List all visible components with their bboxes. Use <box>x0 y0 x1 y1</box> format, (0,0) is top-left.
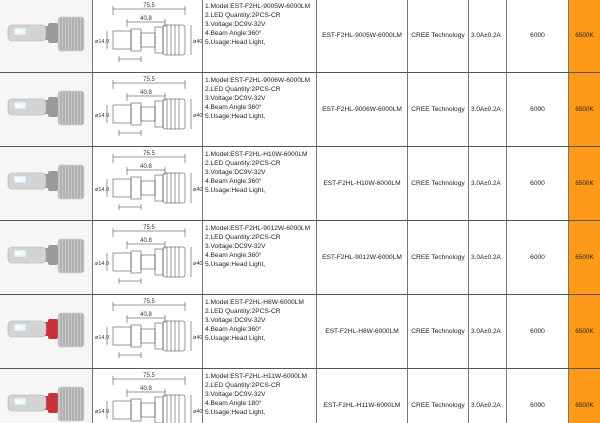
dimension-diameter-large-label: ø40 <box>193 187 203 193</box>
current-text: 3.0A±0.2A <box>471 402 501 409</box>
dimension-inner-length-label: 40.8 <box>140 312 152 318</box>
spec-voltage-line: 3.Voltage:DC9V-32V <box>205 169 266 177</box>
description-cell <box>203 147 317 220</box>
product-photo-cell <box>0 147 93 220</box>
lumen-text: 6000 <box>530 180 545 187</box>
current-text: 3.0A±0.2A <box>471 328 501 335</box>
dimension-diameter-large-label: ø40 <box>193 261 203 267</box>
technology-cell <box>408 73 469 146</box>
color-temperature-cell <box>569 221 600 294</box>
spec-led-quantity-line: 2.LED Quantity:2PCS-CR <box>205 160 281 168</box>
technology-cell <box>408 147 469 220</box>
dimension-drawing-cell <box>93 295 203 368</box>
dimension-length-label: 75.5 <box>143 3 155 9</box>
model-cell <box>317 295 408 368</box>
color-temperature-text: 6500K <box>575 32 594 39</box>
spec-model-line: 1.Model:EST-F2HL-H10W-6000LM <box>205 151 308 158</box>
spec-usage-line: 5.Usage:Head Light, <box>205 335 266 343</box>
dimension-diameter-small-label: ø14.9 <box>95 113 110 119</box>
model-cell <box>317 0 408 72</box>
current-cell <box>469 0 507 72</box>
spec-model-line: 1.Model:EST-F2HL-H11W-6000LM <box>205 373 307 380</box>
technology-cell <box>408 0 469 72</box>
lumen-cell <box>507 369 569 423</box>
lumen-text: 6000 <box>530 328 545 335</box>
color-temperature-text: 6500K <box>575 254 594 261</box>
current-text: 3.0A±0.2A <box>471 32 501 39</box>
description-cell <box>203 0 317 72</box>
led-bulb-icon <box>0 221 92 293</box>
technology-cell <box>408 221 469 294</box>
technology-text: CREE Technology <box>411 328 465 335</box>
spec-usage-line: 5.Usage:Head Light, <box>205 113 266 121</box>
dimension-diameter-large-label: ø40 <box>193 39 203 45</box>
spec-beam-angle-line: 4.Beam Angle:360° <box>205 178 262 186</box>
product-photo-cell <box>0 369 93 423</box>
lumen-cell <box>507 295 569 368</box>
dimension-drawing-icon <box>93 221 203 293</box>
dimension-length-label: 75.5 <box>143 373 155 379</box>
spec-voltage-line: 3.Voltage:DC9V-32V <box>205 243 266 251</box>
model-text: EST-F2HL-H11W-6000LM <box>323 402 401 409</box>
spec-model-line: 1.Model:EST-F2HL-9005W-6000LM <box>205 3 311 10</box>
dimension-diameter-small-label: ø14.9 <box>95 261 110 267</box>
technology-cell <box>408 369 469 423</box>
description-cell <box>203 295 317 368</box>
lumen-text: 6000 <box>530 32 545 39</box>
spec-model-line: 1.Model:EST-F2HL-9012W-6000LM <box>205 225 311 232</box>
technology-text: CREE Technology <box>411 106 465 113</box>
model-cell <box>317 221 408 294</box>
dimension-inner-length-label: 40.8 <box>140 164 152 170</box>
spec-led-quantity-line: 2.LED Quantity:2PCS-CR <box>205 234 281 242</box>
product-photo-cell <box>0 73 93 146</box>
lumen-text: 6000 <box>530 254 545 261</box>
description-cell <box>203 369 317 423</box>
spec-model-line: 1.Model:EST-F2HL-H8W-6000LM <box>205 299 304 306</box>
dimension-drawing-cell <box>93 147 203 220</box>
spec-model-line: 1.Model:EST-F2HL-9006W-6000LM <box>205 77 311 84</box>
color-temperature-text: 6500K <box>575 402 594 409</box>
dimension-drawing-icon <box>93 147 203 219</box>
lumen-cell <box>507 0 569 72</box>
model-text: EST-F2HL-9006W-6000LM <box>322 106 402 113</box>
model-cell <box>317 73 408 146</box>
current-cell <box>469 147 507 220</box>
dimension-length-label: 75.5 <box>143 299 155 305</box>
model-text: EST-F2HL-H8W-6000LM <box>325 328 399 335</box>
led-bulb-icon <box>0 369 92 423</box>
technology-text: CREE Technology <box>411 402 465 409</box>
lumen-cell <box>507 221 569 294</box>
spec-led-quantity-line: 2.LED Quantity:2PCS-CR <box>205 12 281 20</box>
spec-led-quantity-line: 2.LED Quantity:2PCS-CR <box>205 86 281 94</box>
spec-beam-angle-line: 4.Beam Angle:360° <box>205 30 262 38</box>
dimension-drawing-icon <box>93 369 203 423</box>
led-bulb-icon <box>0 73 92 145</box>
color-temperature-cell <box>569 147 600 220</box>
current-text: 3.0A±0.2A <box>471 254 501 261</box>
product-row <box>0 73 600 147</box>
dimension-drawing-cell <box>93 73 203 146</box>
spec-beam-angle-line: 4.Beam Angle:360° <box>205 252 262 260</box>
dimension-diameter-small-label: ø14.9 <box>95 335 110 341</box>
current-cell <box>469 73 507 146</box>
product-row <box>0 369 600 423</box>
model-cell <box>317 369 408 423</box>
current-cell <box>469 221 507 294</box>
product-photo-cell <box>0 295 93 368</box>
description-cell <box>203 73 317 146</box>
spec-voltage-line: 3.Voltage:DC9V-32V <box>205 317 266 325</box>
lumen-text: 6000 <box>530 402 545 409</box>
dimension-drawing-cell <box>93 369 203 423</box>
model-text: EST-F2HL-H10W-6000LM <box>323 180 401 187</box>
spec-led-quantity-line: 2.LED Quantity:2PCS-CR <box>205 308 281 316</box>
led-bulb-icon <box>0 147 92 219</box>
model-cell <box>317 147 408 220</box>
dimension-diameter-small-label: ø14.9 <box>95 187 110 193</box>
product-row <box>0 0 600 73</box>
technology-cell <box>408 295 469 368</box>
spec-beam-angle-line: 4.Beam Angle:180° <box>205 400 262 408</box>
spec-voltage-line: 3.Voltage:DC9V-32V <box>205 21 266 29</box>
dimension-diameter-large-label: ø40 <box>193 335 203 341</box>
product-row <box>0 295 600 369</box>
dimension-diameter-large-label: ø40 <box>193 409 203 415</box>
spec-beam-angle-line: 4.Beam Angle:360° <box>205 104 262 112</box>
product-photo-cell <box>0 221 93 294</box>
dimension-diameter-small-label: ø14.9 <box>95 409 110 415</box>
technology-text: CREE Technology <box>411 32 465 39</box>
spec-usage-line: 5.Usage:Head Light, <box>205 261 266 269</box>
model-text: EST-F2HL-9012W-6000LM <box>322 254 402 261</box>
spec-usage-line: 5.Usage:Head Light, <box>205 187 266 195</box>
dimension-drawing-icon <box>93 295 203 367</box>
color-temperature-text: 6500K <box>575 328 594 335</box>
dimension-drawing-icon <box>93 73 203 145</box>
led-bulb-icon <box>0 295 92 367</box>
dimension-drawing-cell <box>93 0 203 72</box>
spec-usage-line: 5.Usage:Head Light, <box>205 409 266 417</box>
dimension-length-label: 75.5 <box>143 77 155 83</box>
spec-led-quantity-line: 2.LED Quantity:2PCS-CR <box>205 382 281 390</box>
dimension-inner-length-label: 40.8 <box>140 386 152 392</box>
technology-text: CREE Technology <box>411 180 465 187</box>
color-temperature-text: 6500K <box>575 106 594 113</box>
dimension-drawing-cell <box>93 221 203 294</box>
dimension-drawing-icon <box>93 0 203 71</box>
led-bulb-icon <box>0 0 92 71</box>
product-row <box>0 221 600 295</box>
dimension-length-label: 75.5 <box>143 225 155 231</box>
spec-usage-line: 5.Usage:Head Light, <box>205 39 266 47</box>
current-cell <box>469 369 507 423</box>
dimension-diameter-small-label: ø14.9 <box>95 39 110 45</box>
lumen-text: 6000 <box>530 106 545 113</box>
color-temperature-cell <box>569 369 600 423</box>
dimension-diameter-large-label: ø40 <box>193 113 203 119</box>
current-text: 3.0A±0.2A <box>471 180 501 187</box>
color-temperature-cell <box>569 295 600 368</box>
current-text: 3.0A±0.2A <box>471 106 501 113</box>
product-row <box>0 147 600 221</box>
dimension-inner-length-label: 40.8 <box>140 238 152 244</box>
dimension-inner-length-label: 40.8 <box>140 16 152 22</box>
model-text: EST-F2HL-9005W-6000LM <box>322 32 402 39</box>
color-temperature-text: 6500K <box>575 180 594 187</box>
dimension-length-label: 75.5 <box>143 151 155 157</box>
spec-voltage-line: 3.Voltage:DC9V-32V <box>205 95 266 103</box>
spec-beam-angle-line: 4.Beam Angle:360° <box>205 326 262 334</box>
lumen-cell <box>507 73 569 146</box>
lumen-cell <box>507 147 569 220</box>
color-temperature-cell <box>569 0 600 72</box>
technology-text: CREE Technology <box>411 254 465 261</box>
dimension-inner-length-label: 40.8 <box>140 90 152 96</box>
current-cell <box>469 295 507 368</box>
color-temperature-cell <box>569 73 600 146</box>
spec-voltage-line: 3.Voltage:DC9V-32V <box>205 391 266 399</box>
description-cell <box>203 221 317 294</box>
product-photo-cell <box>0 0 93 72</box>
